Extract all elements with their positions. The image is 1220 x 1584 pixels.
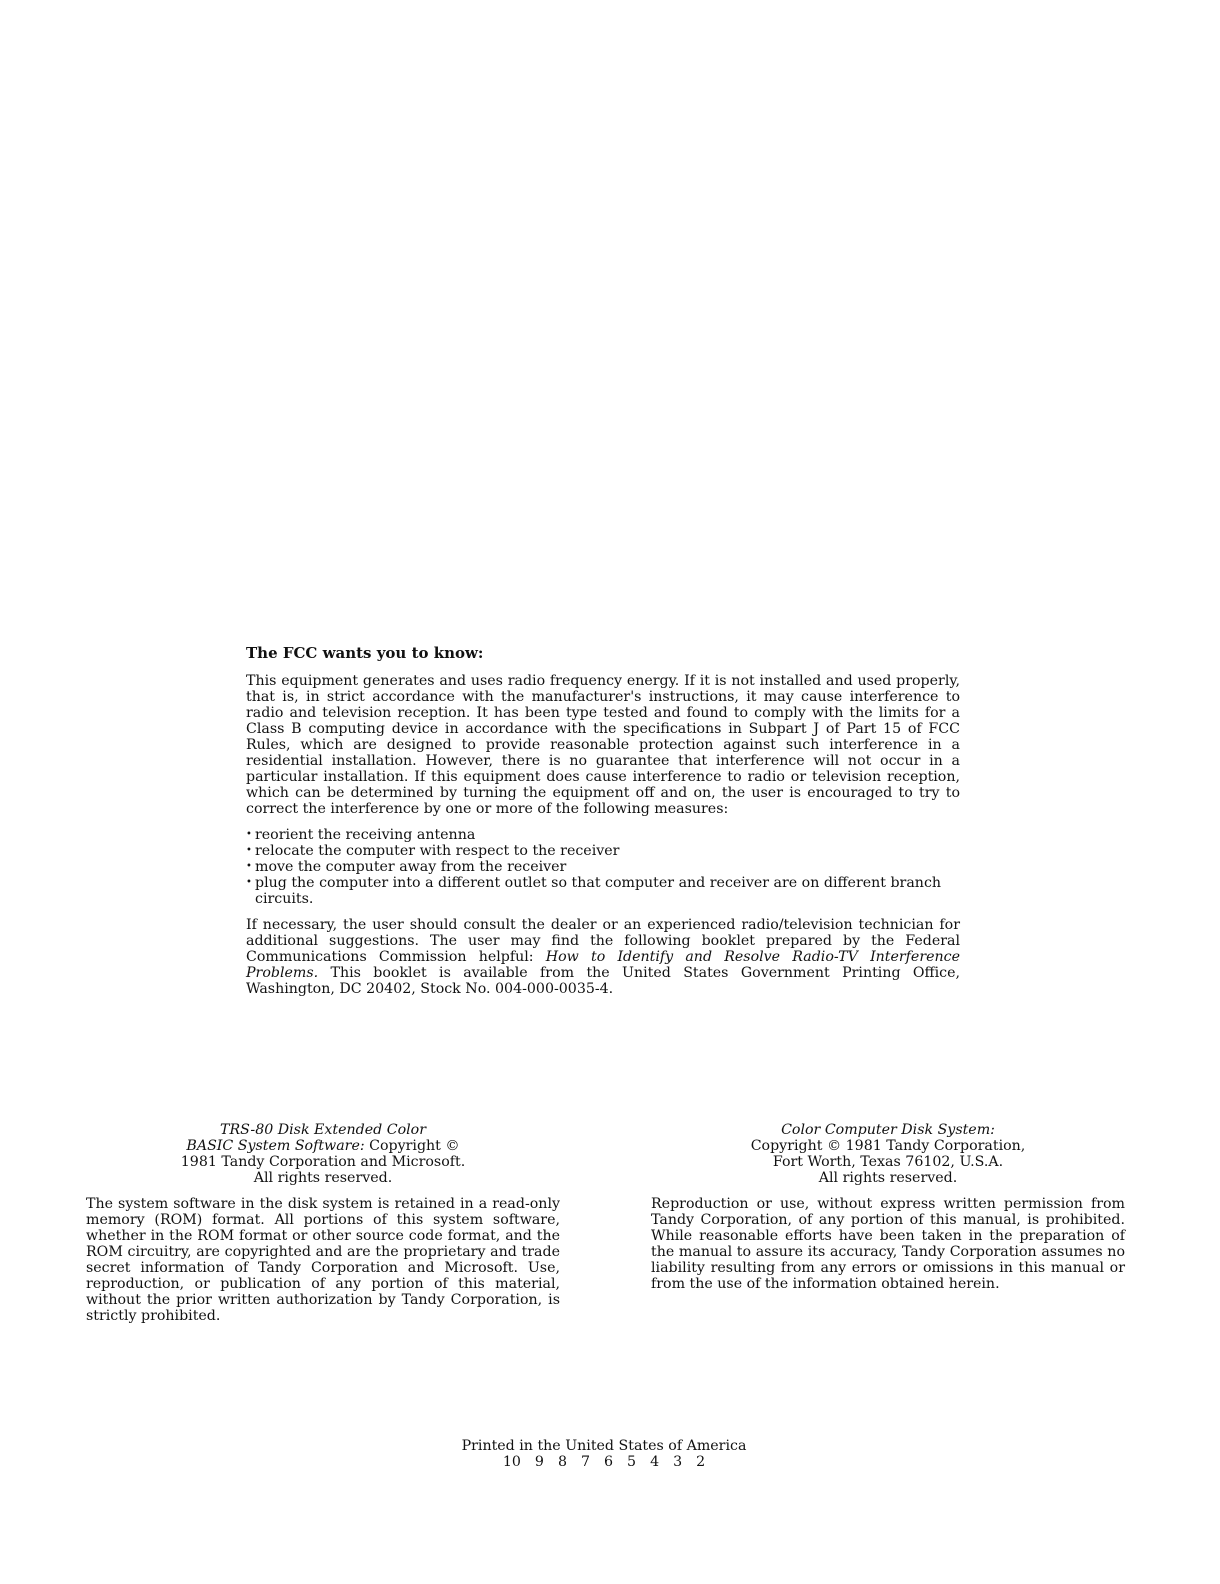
fcc-paragraph-2-end: This booklet is available from the United States Government Printing Office, Washington, DC 20402, Stock No. 004-000-0035-4. (246, 965, 960, 997)
printed-in-usa: Printed in the United States of America (461, 1438, 747, 1454)
disk-title-line-3: Fort Worth, Texas 76102, U.S.A. (772, 1154, 1004, 1170)
basic-software-body: The system software in the disk system is retained in a read-only memory (ROM) format. All portions of this system software, whether in the ROM format or other source code format, and the ROM circuitry, are copyrighted and are the proprietary and trade secret information of Tandy Corporation and Microsoft. Use, reproduction, or publication of any portion of this material, without the prior written authorization by Tandy Corporation, is strictly prohibited. (86, 1196, 560, 1324)
print-number: 10 (502, 1454, 521, 1470)
disk-rights-reserved: All rights reserved. (818, 1170, 958, 1186)
print-number: 5 (627, 1454, 637, 1470)
print-number: 6 (604, 1454, 614, 1470)
basic-software-copyright (86, 1122, 560, 1324)
disk-title-line-2: Copyright © 1981 Tandy Corporation, (750, 1138, 1026, 1154)
disk-title-line-1: Color Computer Disk System: (781, 1122, 995, 1138)
list-item: • move the computer away from the receiver (246, 859, 960, 875)
print-number: 8 (557, 1454, 567, 1470)
disk-copyright-heading (651, 1122, 1125, 1186)
printing-info (0, 1438, 1208, 1470)
print-number: 7 (580, 1454, 590, 1470)
fcc-paragraph-2 (246, 917, 960, 997)
print-number: 2 (696, 1454, 706, 1470)
fcc-heading: The FCC wants you to know: (246, 644, 484, 662)
fcc-paragraph-2-start: If necessary, the user should consult the dealer or an experienced radio/television technician for additional suggestions. The user may find the following booklet prepared by the Federal Communications Commission helpful: (246, 917, 960, 965)
fcc-paragraph-1: This equipment generates and uses radio frequency energy. If it is not installed and used properly, that is, in strict accordance with the manufacturer's instructions, it may cause interference to radio and television reception. It has been type tested and found to comply with the limits for a Class B computing device in accordance with the specifications in Subpart J of Part 15 of FCC Rules, which are designed to provide reasonable protection against such interference in a residential installation. However, there is no guarantee that interference will not occur in a particular installation. If this equipment does cause interference to radio or television reception, which can be determined by turning the equipment off and on, the user is encouraged to try to correct the interference by one or more of the following measures: (246, 673, 960, 817)
list-item: • reorient the receiving antenna (246, 827, 960, 843)
fcc-notice (246, 645, 960, 997)
disk-system-copyright (651, 1122, 1125, 1292)
print-number: 3 (673, 1454, 683, 1470)
booklet-title: How to Identify and Resolve Radio-TV Interference Problems. (246, 949, 960, 981)
print-number: 9 (534, 1454, 544, 1470)
disk-system-body: Reproduction or use, without express written permission from Tandy Corporation, of any portion of this manual, is prohibited. While reasonable efforts have been taken in the preparation of the manual to assure its accuracy, Tandy Corporation assumes no liability resulting from any errors or omissions in this manual or from the use of the information obtained herein. (651, 1196, 1125, 1292)
basic-title-line-3: 1981 Tandy Corporation and Microsoft. (180, 1154, 466, 1170)
basic-copyright-text: Copyright © (364, 1138, 460, 1154)
list-item: • plug the computer into a different outlet so that computer and receiver are on different branch circuits. (246, 875, 960, 907)
list-item: • relocate the computer with respect to the receiver (246, 843, 960, 859)
basic-title-line-2: BASIC System Software: (186, 1138, 365, 1154)
print-number-line (0, 1454, 1208, 1470)
fcc-measures-list (246, 827, 960, 907)
print-number: 4 (650, 1454, 660, 1470)
basic-copyright-heading (86, 1122, 560, 1186)
basic-title-line-1: TRS-80 Disk Extended Color (220, 1122, 426, 1138)
basic-rights-reserved: All rights reserved. (253, 1170, 393, 1186)
